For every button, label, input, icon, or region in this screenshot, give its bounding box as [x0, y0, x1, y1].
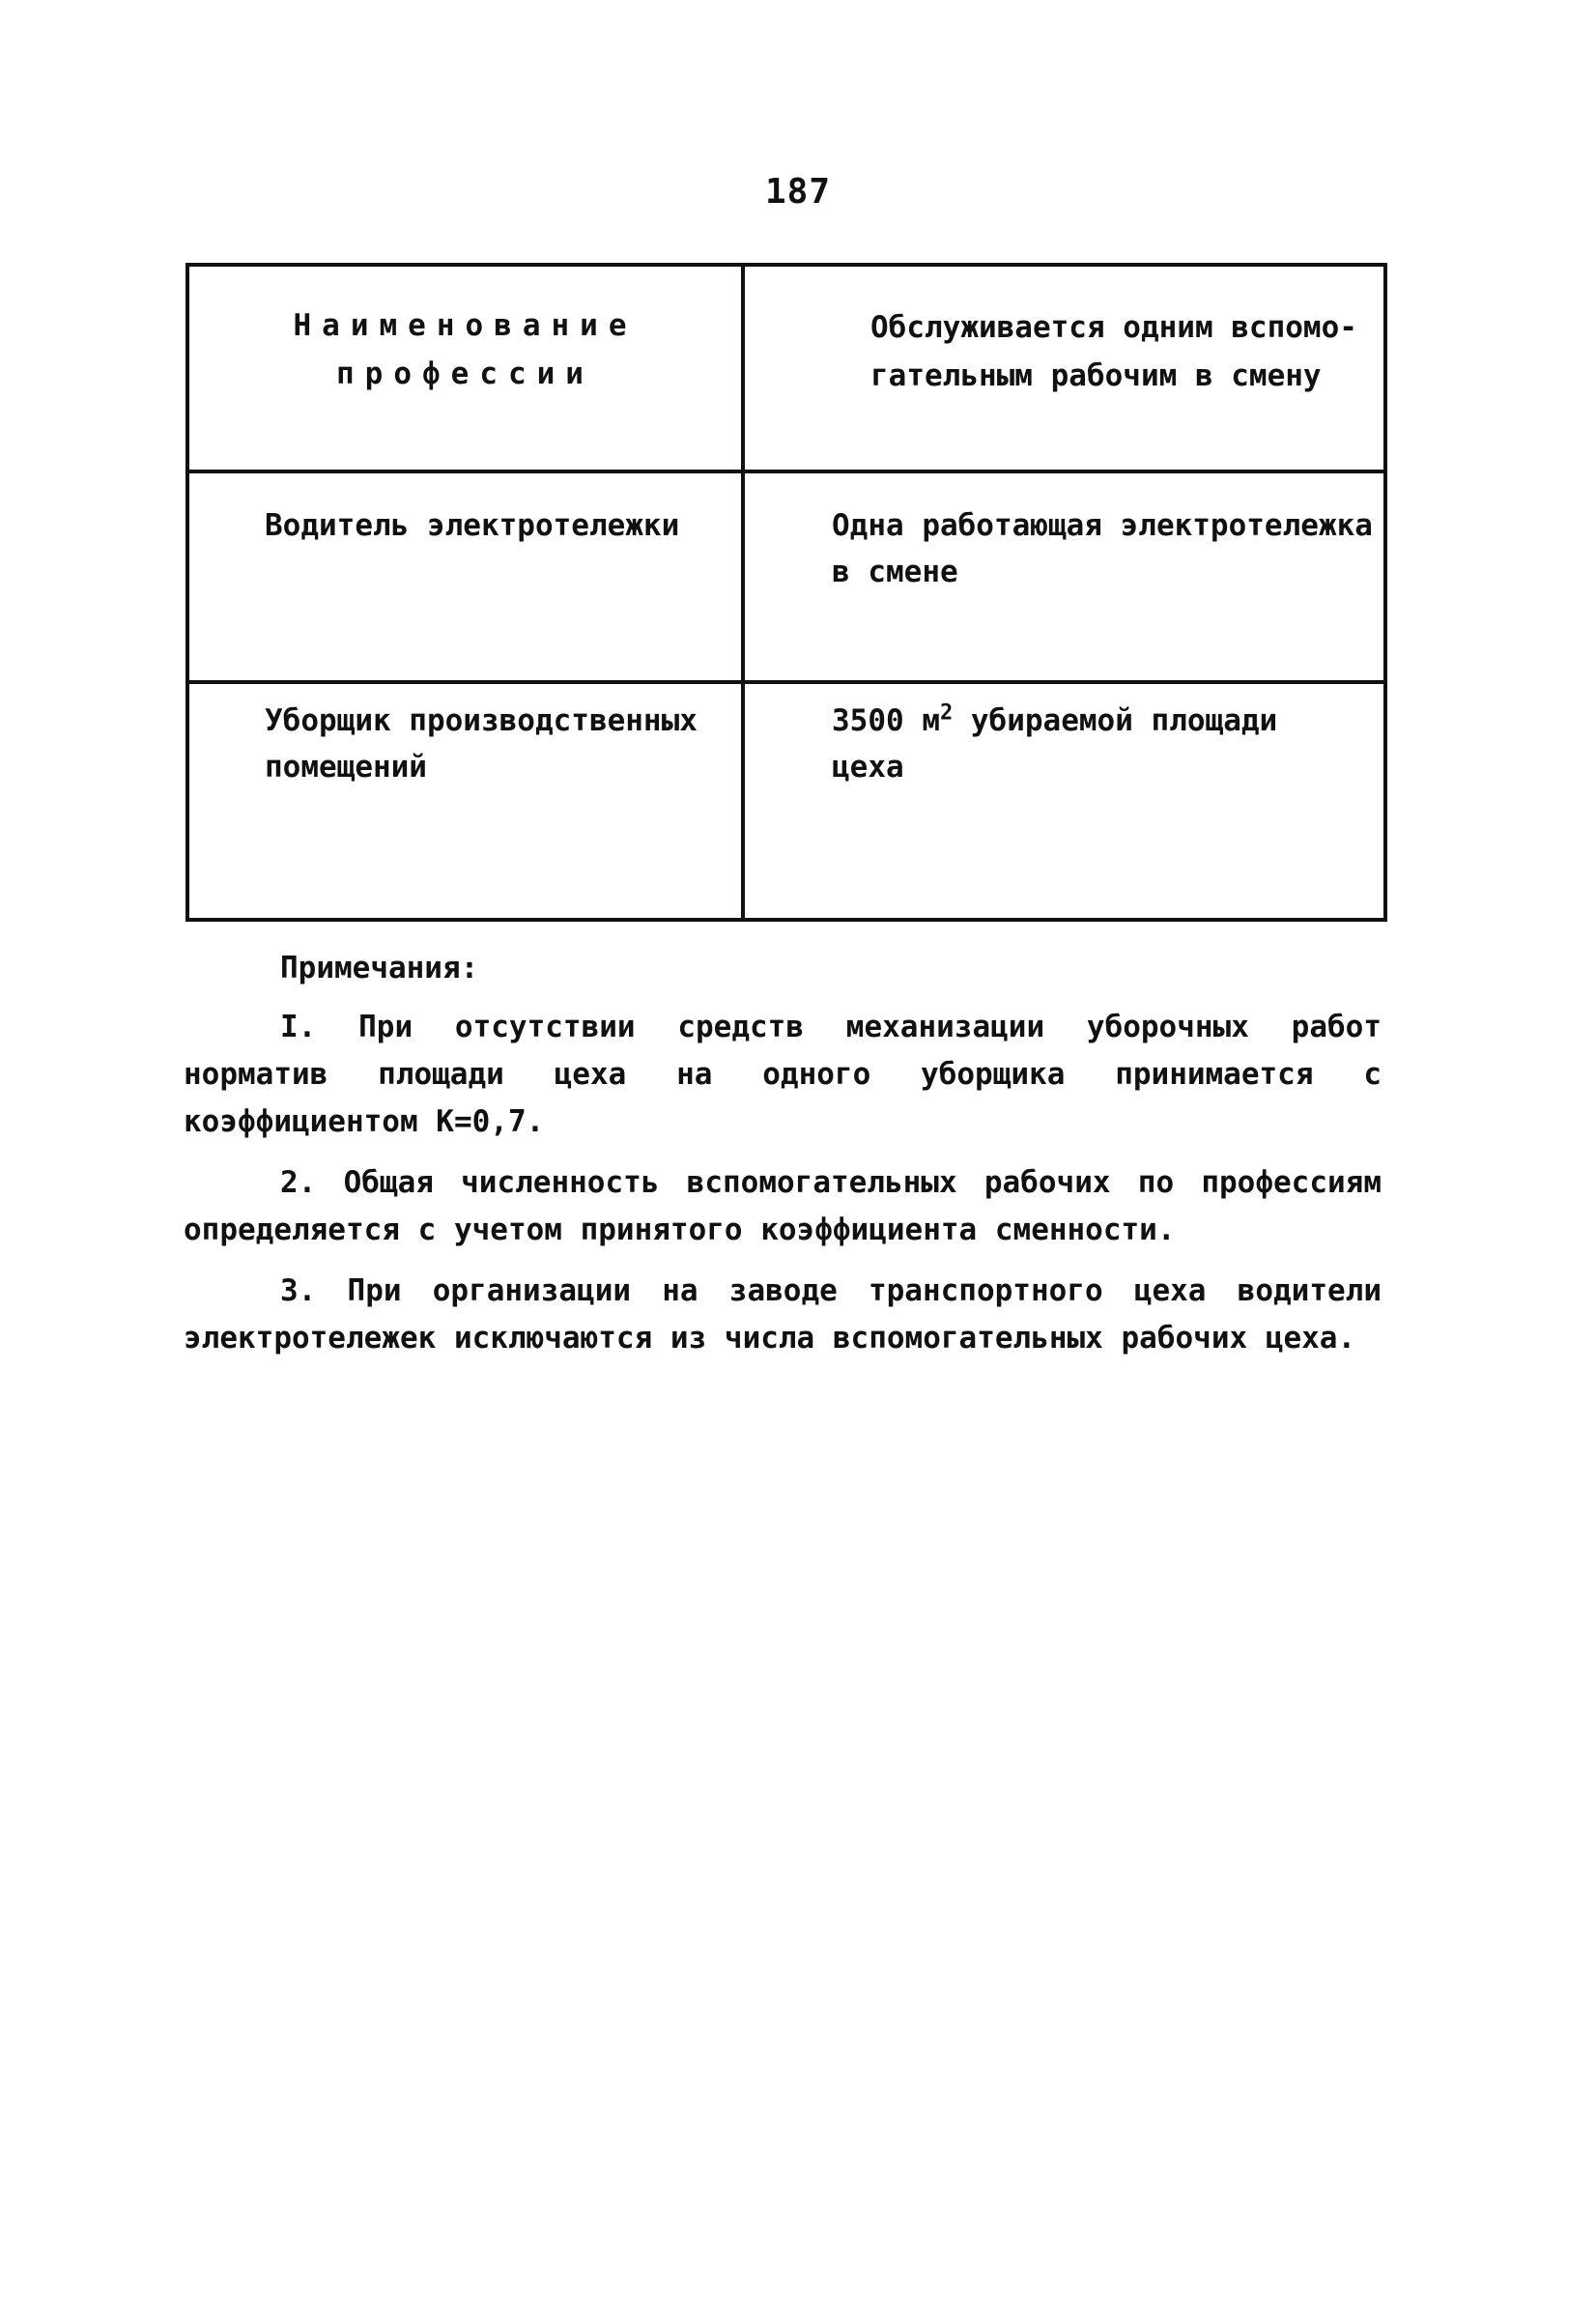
profession-cell	[187, 471, 743, 682]
norm-cell	[743, 682, 1385, 920]
profession-text-line-2: помещений	[265, 750, 427, 785]
header-profession-line-2: профессии	[336, 357, 594, 391]
note-item-2: 2. Общая численность вспомогательных рабочих по профессиям определяется с учетом принятого коэффициента сменности.	[184, 1165, 1382, 1247]
notes-title: Примечания:	[280, 951, 479, 985]
note-item-3: 3. При организации на заводе транспортного цеха водители электротележек исключаются из числа вспомогательных рабочих цеха.	[184, 1273, 1382, 1356]
header-served-line-2: гательным рабочим в смену	[870, 358, 1322, 393]
notes-section	[184, 945, 1382, 1376]
page-number: 187	[764, 172, 832, 212]
norm-value-rest: убираемой площади	[953, 703, 1278, 738]
table-header-row	[187, 265, 1385, 471]
norm-cell	[743, 471, 1385, 682]
header-served-line-1: Обслуживается одним вспомо-	[870, 310, 1357, 345]
norm-unit-superscript: 2	[939, 700, 954, 726]
norm-text-line-1	[832, 698, 1376, 744]
norm-text-line-1: Одна работающая электротележка	[832, 508, 1373, 543]
table-row	[187, 682, 1385, 920]
note-item-1: I. При отсутствии средств механизации уборочных работ норматив площади цеха на одного уборщика принимается с коэффициентом К=0,7.	[184, 1010, 1382, 1139]
norm-text-line-2: цеха	[832, 750, 904, 785]
table-row	[187, 471, 1385, 682]
header-served-per-shift	[743, 265, 1385, 471]
profession-cell	[187, 682, 743, 920]
header-profession-name	[187, 265, 743, 471]
staffing-norm-table	[185, 263, 1387, 922]
profession-text-line-1: Уборщик производственных	[265, 703, 698, 738]
header-profession-line-1: Наименование	[293, 308, 638, 343]
profession-text: Водитель электротележки	[265, 508, 680, 543]
norm-value: 3500 м	[832, 703, 940, 738]
norm-text-line-2: в смене	[832, 555, 958, 589]
